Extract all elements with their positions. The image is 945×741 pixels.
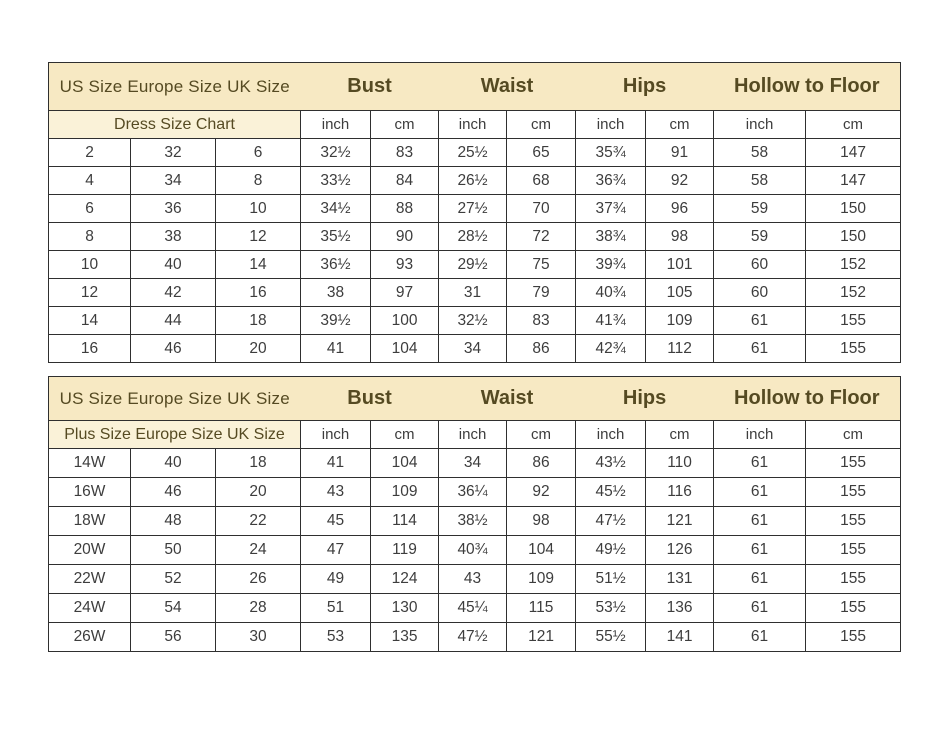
table-cell: 152 <box>806 251 901 279</box>
table-cell: 98 <box>646 223 714 251</box>
table-cell: 61 <box>714 507 806 536</box>
table-cell: 6 <box>49 195 131 223</box>
table-row <box>49 536 901 565</box>
table-cell: 53½ <box>576 594 646 623</box>
unit-header: cm <box>507 111 576 139</box>
table-cell: 104 <box>371 449 439 478</box>
unit-header: inch <box>301 111 371 139</box>
table-cell: 43½ <box>576 449 646 478</box>
table-cell: 97 <box>371 279 439 307</box>
unit-header: inch <box>576 421 646 449</box>
unit-header: cm <box>371 421 439 449</box>
table-cell: 53 <box>301 623 371 652</box>
table-cell: 32½ <box>439 307 507 335</box>
table-cell: 79 <box>507 279 576 307</box>
table-cell: 36¾ <box>576 167 646 195</box>
table-cell: 84 <box>371 167 439 195</box>
table-cell: 70 <box>507 195 576 223</box>
table-cell: 58 <box>714 139 806 167</box>
table-cell: 31 <box>439 279 507 307</box>
table-cell: 35½ <box>301 223 371 251</box>
table-cell: 18 <box>216 307 301 335</box>
table-cell: 14 <box>49 307 131 335</box>
table-cell: 6 <box>216 139 301 167</box>
table-row <box>49 565 901 594</box>
table-row <box>49 139 901 167</box>
unit-header: cm <box>507 421 576 449</box>
table-cell: 40¾ <box>439 536 507 565</box>
group-header-row <box>49 377 901 421</box>
table-cell: 150 <box>806 223 901 251</box>
table-cell: 112 <box>646 335 714 363</box>
table-cell: 98 <box>507 507 576 536</box>
table-cell: 155 <box>806 565 901 594</box>
table-cell: 10 <box>216 195 301 223</box>
table-cell: 45¼ <box>439 594 507 623</box>
table-cell: 47½ <box>576 507 646 536</box>
table-cell: 91 <box>646 139 714 167</box>
table-cell: 10 <box>49 251 131 279</box>
table-cell: 40¾ <box>576 279 646 307</box>
table-cell: 155 <box>806 536 901 565</box>
hollow-to-floor-header: Hollow to Floor <box>714 377 901 421</box>
table-cell: 65 <box>507 139 576 167</box>
table-cell: 155 <box>806 594 901 623</box>
table-row <box>49 478 901 507</box>
table-cell: 27½ <box>439 195 507 223</box>
table-cell: 119 <box>371 536 439 565</box>
dress-size-rows <box>49 139 901 363</box>
table-cell: 61 <box>714 449 806 478</box>
table-cell: 72 <box>507 223 576 251</box>
hips-header: Hips <box>576 63 714 111</box>
table-cell: 43 <box>439 565 507 594</box>
dress-size-chart-table <box>48 62 901 363</box>
table-cell: 155 <box>806 335 901 363</box>
table-cell: 46 <box>131 335 216 363</box>
table-cell: 32 <box>131 139 216 167</box>
table-row <box>49 335 901 363</box>
table-cell: 47 <box>301 536 371 565</box>
size-charts <box>48 62 900 652</box>
unit-header: cm <box>646 111 714 139</box>
table-cell: 28½ <box>439 223 507 251</box>
table-cell: 42 <box>131 279 216 307</box>
table-cell: 50 <box>131 536 216 565</box>
table-cell: 135 <box>371 623 439 652</box>
table-cell: 8 <box>216 167 301 195</box>
table-cell: 29½ <box>439 251 507 279</box>
table-cell: 51½ <box>576 565 646 594</box>
table-cell: 38 <box>301 279 371 307</box>
table-cell: 38½ <box>439 507 507 536</box>
size-systems-header: US Size Europe Size UK Size <box>49 377 301 421</box>
table-cell: 109 <box>507 565 576 594</box>
unit-header: cm <box>371 111 439 139</box>
table-row <box>49 195 901 223</box>
table-cell: 126 <box>646 536 714 565</box>
table-cell: 104 <box>371 335 439 363</box>
table-row <box>49 507 901 536</box>
table-cell: 68 <box>507 167 576 195</box>
table-cell: 34½ <box>301 195 371 223</box>
table-cell: 86 <box>507 449 576 478</box>
table-cell: 61 <box>714 478 806 507</box>
table-cell: 155 <box>806 478 901 507</box>
table-cell: 131 <box>646 565 714 594</box>
table-cell: 26½ <box>439 167 507 195</box>
waist-header: Waist <box>439 63 576 111</box>
table-cell: 110 <box>646 449 714 478</box>
table-cell: 26W <box>49 623 131 652</box>
table-cell: 52 <box>131 565 216 594</box>
plus-size-chart-table <box>48 376 901 652</box>
unit-header-row <box>49 111 901 139</box>
table-cell: 155 <box>806 307 901 335</box>
group-header-row <box>49 63 901 111</box>
table-cell: 59 <box>714 223 806 251</box>
table-cell: 86 <box>507 335 576 363</box>
table-row <box>49 307 901 335</box>
table-cell: 90 <box>371 223 439 251</box>
table-cell: 33½ <box>301 167 371 195</box>
table-row <box>49 623 901 652</box>
table-cell: 109 <box>646 307 714 335</box>
table-cell: 40 <box>131 251 216 279</box>
table-cell: 20 <box>216 478 301 507</box>
unit-header: cm <box>806 421 901 449</box>
table-cell: 150 <box>806 195 901 223</box>
table-cell: 42¾ <box>576 335 646 363</box>
table-cell: 18W <box>49 507 131 536</box>
table-cell: 41 <box>301 449 371 478</box>
size-systems-header: US Size Europe Size UK Size <box>49 63 301 111</box>
unit-header: inch <box>714 111 806 139</box>
table-cell: 4 <box>49 167 131 195</box>
table-cell: 38 <box>131 223 216 251</box>
table-cell: 61 <box>714 307 806 335</box>
table-row <box>49 449 901 478</box>
chart-title-cell: Plus Size Europe Size UK Size <box>49 421 301 449</box>
unit-header: inch <box>576 111 646 139</box>
table-cell: 155 <box>806 623 901 652</box>
hips-header: Hips <box>576 377 714 421</box>
table-cell: 12 <box>49 279 131 307</box>
table-cell: 59 <box>714 195 806 223</box>
unit-header: inch <box>301 421 371 449</box>
table-cell: 96 <box>646 195 714 223</box>
table-cell: 124 <box>371 565 439 594</box>
table-cell: 22W <box>49 565 131 594</box>
table-cell: 45 <box>301 507 371 536</box>
table-cell: 20 <box>216 335 301 363</box>
table-cell: 39½ <box>301 307 371 335</box>
unit-header: cm <box>806 111 901 139</box>
table-cell: 34 <box>439 449 507 478</box>
table-cell: 24 <box>216 536 301 565</box>
waist-header: Waist <box>439 377 576 421</box>
unit-header-row <box>49 421 901 449</box>
table-cell: 2 <box>49 139 131 167</box>
bust-header: Bust <box>301 63 439 111</box>
table-cell: 51 <box>301 594 371 623</box>
table-cell: 61 <box>714 335 806 363</box>
table-row <box>49 251 901 279</box>
table-cell: 46 <box>131 478 216 507</box>
table-cell: 22 <box>216 507 301 536</box>
table-cell: 37¾ <box>576 195 646 223</box>
table-cell: 16 <box>49 335 131 363</box>
table-cell: 114 <box>371 507 439 536</box>
unit-header: inch <box>439 111 507 139</box>
table-cell: 58 <box>714 167 806 195</box>
table-cell: 136 <box>646 594 714 623</box>
table-cell: 115 <box>507 594 576 623</box>
table-cell: 141 <box>646 623 714 652</box>
table-cell: 20W <box>49 536 131 565</box>
unit-header: cm <box>646 421 714 449</box>
table-cell: 88 <box>371 195 439 223</box>
table-cell: 28 <box>216 594 301 623</box>
hollow-to-floor-header: Hollow to Floor <box>714 63 901 111</box>
table-cell: 54 <box>131 594 216 623</box>
table-cell: 60 <box>714 251 806 279</box>
table-cell: 38¾ <box>576 223 646 251</box>
table-cell: 35¾ <box>576 139 646 167</box>
table-cell: 18 <box>216 449 301 478</box>
table-cell: 14 <box>216 251 301 279</box>
table-cell: 41 <box>301 335 371 363</box>
table-row <box>49 223 901 251</box>
table-cell: 93 <box>371 251 439 279</box>
table-cell: 25½ <box>439 139 507 167</box>
table-cell: 44 <box>131 307 216 335</box>
table-cell: 36¼ <box>439 478 507 507</box>
table-cell: 105 <box>646 279 714 307</box>
table-row <box>49 279 901 307</box>
chart-title-cell: Dress Size Chart <box>49 111 301 139</box>
table-cell: 55½ <box>576 623 646 652</box>
table-cell: 41¾ <box>576 307 646 335</box>
table-cell: 56 <box>131 623 216 652</box>
table-cell: 40 <box>131 449 216 478</box>
unit-header: inch <box>439 421 507 449</box>
table-cell: 155 <box>806 449 901 478</box>
table-row <box>49 594 901 623</box>
table-cell: 61 <box>714 565 806 594</box>
table-cell: 36½ <box>301 251 371 279</box>
table-cell: 92 <box>507 478 576 507</box>
table-cell: 61 <box>714 536 806 565</box>
table-cell: 130 <box>371 594 439 623</box>
table-cell: 61 <box>714 623 806 652</box>
table-cell: 34 <box>439 335 507 363</box>
table-cell: 24W <box>49 594 131 623</box>
table-cell: 83 <box>371 139 439 167</box>
table-cell: 47½ <box>439 623 507 652</box>
table-cell: 34 <box>131 167 216 195</box>
table-cell: 75 <box>507 251 576 279</box>
table-cell: 45½ <box>576 478 646 507</box>
table-cell: 43 <box>301 478 371 507</box>
table-cell: 16 <box>216 279 301 307</box>
table-row <box>49 167 901 195</box>
table-cell: 92 <box>646 167 714 195</box>
table-cell: 39¾ <box>576 251 646 279</box>
table-cell: 147 <box>806 167 901 195</box>
table-cell: 121 <box>507 623 576 652</box>
table-cell: 26 <box>216 565 301 594</box>
table-cell: 49½ <box>576 536 646 565</box>
table-cell: 109 <box>371 478 439 507</box>
table-cell: 49 <box>301 565 371 594</box>
table-cell: 104 <box>507 536 576 565</box>
table-cell: 30 <box>216 623 301 652</box>
table-cell: 155 <box>806 507 901 536</box>
table-cell: 8 <box>49 223 131 251</box>
bust-header: Bust <box>301 377 439 421</box>
table-cell: 100 <box>371 307 439 335</box>
table-cell: 60 <box>714 279 806 307</box>
table-cell: 121 <box>646 507 714 536</box>
plus-size-rows <box>49 449 901 652</box>
table-cell: 147 <box>806 139 901 167</box>
table-cell: 36 <box>131 195 216 223</box>
table-cell: 61 <box>714 594 806 623</box>
table-cell: 116 <box>646 478 714 507</box>
table-cell: 83 <box>507 307 576 335</box>
table-cell: 14W <box>49 449 131 478</box>
table-cell: 16W <box>49 478 131 507</box>
table-cell: 32½ <box>301 139 371 167</box>
table-cell: 48 <box>131 507 216 536</box>
table-cell: 12 <box>216 223 301 251</box>
unit-header: inch <box>714 421 806 449</box>
table-cell: 152 <box>806 279 901 307</box>
table-cell: 101 <box>646 251 714 279</box>
